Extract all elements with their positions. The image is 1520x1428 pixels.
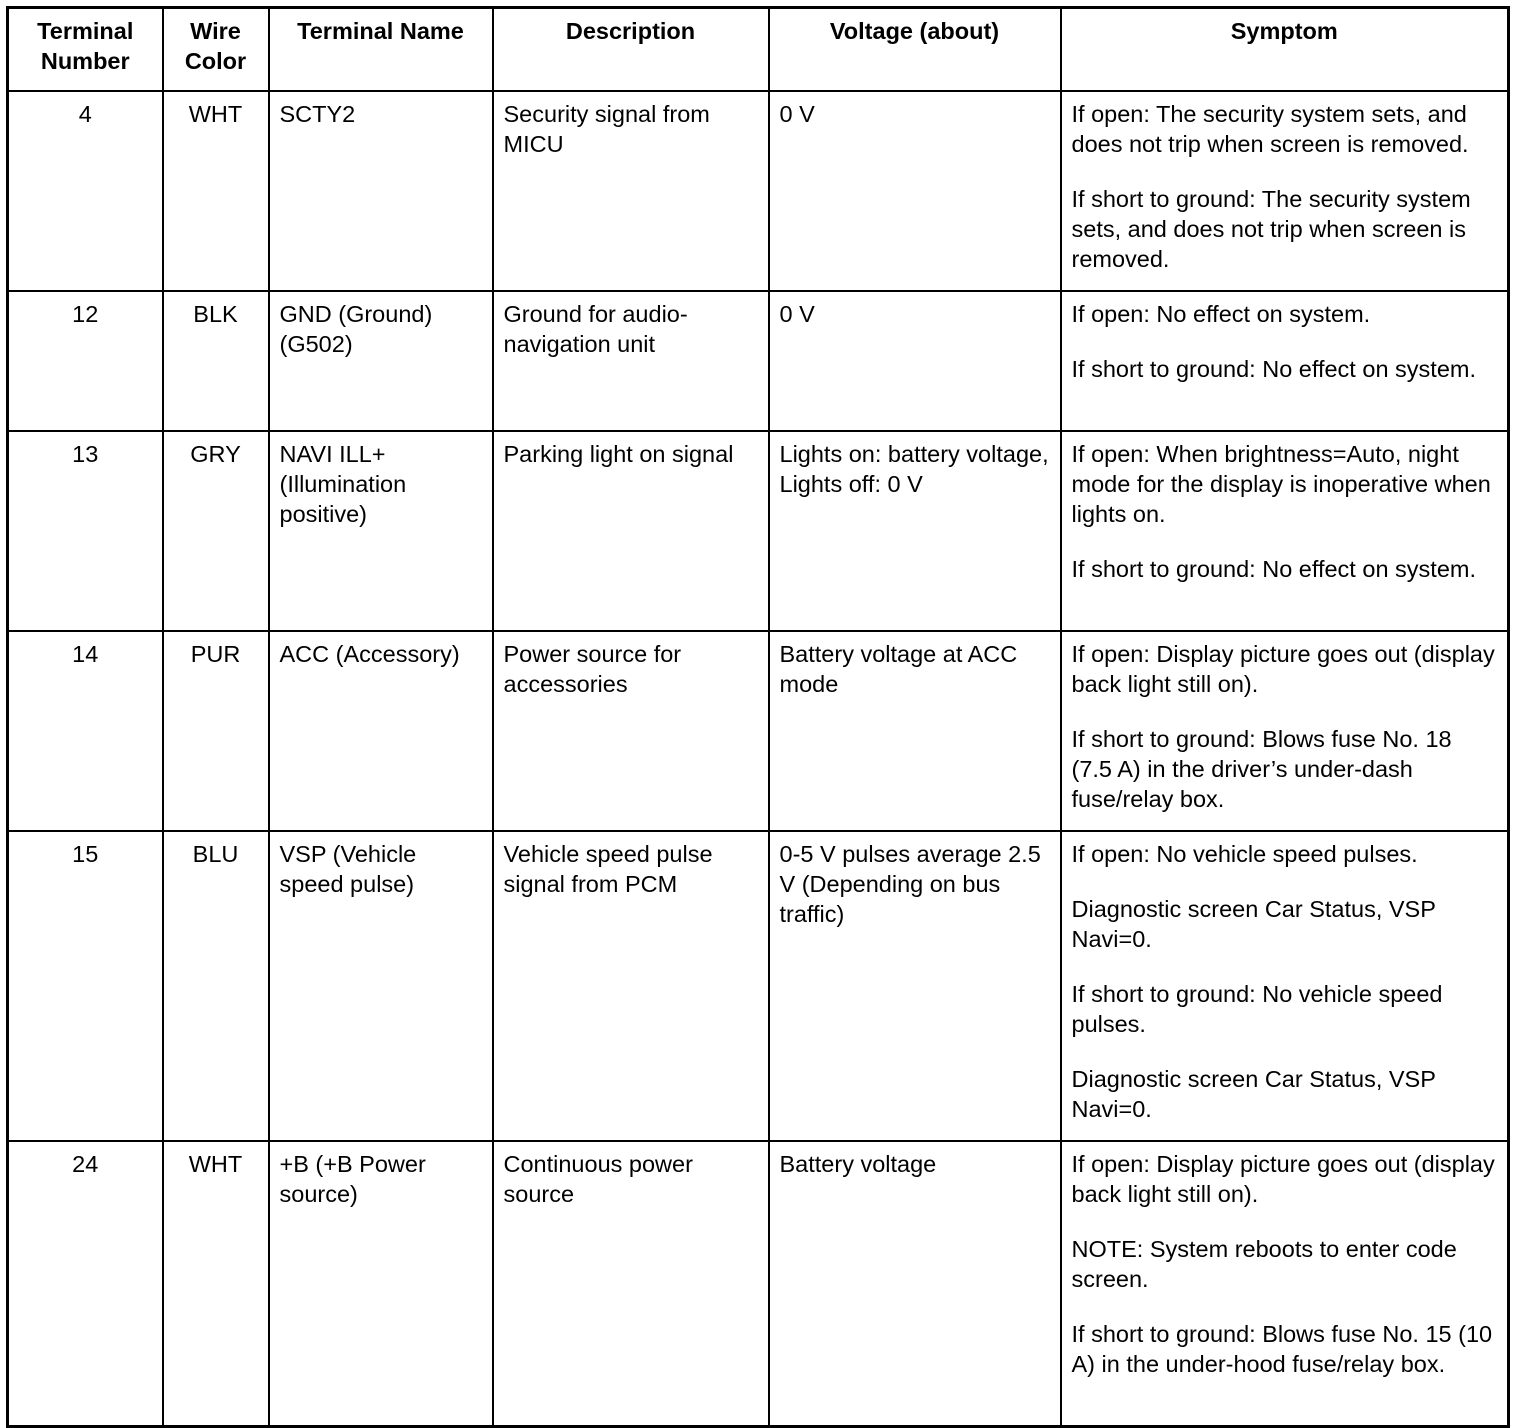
- wire-color-cell: PUR: [163, 631, 269, 831]
- symptom-text: If open: Display picture goes out (display back light still on).: [1071, 1151, 1495, 1207]
- wire-color-cell: BLK: [163, 291, 269, 431]
- table-row: [8, 431, 1509, 631]
- table-row: [8, 291, 1509, 431]
- terminal-number-cell: 12: [8, 291, 163, 431]
- voltage-cell: Battery voltage: [769, 1141, 1061, 1427]
- symptom-text: If open: No vehicle speed pulses.: [1071, 841, 1418, 867]
- description-cell: Security signal from MICU: [493, 91, 769, 291]
- symptom-text: If short to ground: Blows fuse No. 18 (7.5 A) in the driver’s under-dash fuse/relay box.: [1071, 726, 1452, 812]
- terminal-name-cell: SCTY2: [269, 91, 493, 291]
- description-cell: Ground for audio-navigation unit: [493, 291, 769, 431]
- header-description: Description: [493, 8, 769, 92]
- table-row: [8, 831, 1509, 1141]
- voltage-cell: 0 V: [769, 291, 1061, 431]
- symptom-cell: [1061, 291, 1509, 431]
- symptom-text: Diagnostic screen Car Status, VSP Navi=0.: [1071, 896, 1436, 952]
- voltage-cell: Lights on: battery voltage, Lights off: 0 V: [769, 431, 1061, 631]
- symptom-text: If short to ground: The security system sets, and does not trip when screen is removed.: [1071, 186, 1471, 272]
- symptom-text: If open: Display picture goes out (display back light still on).: [1071, 641, 1495, 697]
- description-cell: Continuous power source: [493, 1141, 769, 1427]
- symptom-cell: [1061, 631, 1509, 831]
- table-body: [8, 91, 1509, 1427]
- terminal-name-cell: VSP (Vehicle speed pulse): [269, 831, 493, 1141]
- description-cell: Vehicle speed pulse signal from PCM: [493, 831, 769, 1141]
- terminal-name-cell: GND (Ground) (G502): [269, 291, 493, 431]
- symptom-text: Diagnostic screen Car Status, VSP Navi=0.: [1071, 1066, 1436, 1122]
- header-wire-color: Wire Color: [163, 8, 269, 92]
- terminal-number-cell: 15: [8, 831, 163, 1141]
- symptom-text: If open: No effect on system.: [1071, 301, 1371, 327]
- terminal-number-cell: 14: [8, 631, 163, 831]
- wire-color-cell: GRY: [163, 431, 269, 631]
- table-row: [8, 91, 1509, 291]
- voltage-cell: 0-5 V pulses average 2.5 V (Depending on bus traffic): [769, 831, 1061, 1141]
- symptom-cell: [1061, 1141, 1509, 1427]
- symptom-cell: [1061, 431, 1509, 631]
- terminal-name-cell: ACC (Accessory): [269, 631, 493, 831]
- terminal-number-cell: 4: [8, 91, 163, 291]
- header-row: [8, 8, 1509, 92]
- header-terminal-name: Terminal Name: [269, 8, 493, 92]
- terminal-name-cell: +B (+B Power source): [269, 1141, 493, 1427]
- terminal-table: [6, 6, 1510, 1428]
- symptom-text: If short to ground: No effect on system.: [1071, 556, 1476, 582]
- description-cell: Power source for accessories: [493, 631, 769, 831]
- wire-color-cell: WHT: [163, 1141, 269, 1427]
- table-row: [8, 1141, 1509, 1427]
- header-voltage: Voltage (about): [769, 8, 1061, 92]
- voltage-cell: 0 V: [769, 91, 1061, 291]
- wire-color-cell: WHT: [163, 91, 269, 291]
- symptom-text: If short to ground: No vehicle speed pulses.: [1071, 981, 1443, 1037]
- terminal-number-cell: 24: [8, 1141, 163, 1427]
- header-terminal-number: Terminal Number: [8, 8, 163, 92]
- table-row: [8, 631, 1509, 831]
- wire-color-cell: BLU: [163, 831, 269, 1141]
- terminal-name-cell: NAVI ILL+ (Illumination positive): [269, 431, 493, 631]
- description-cell: Parking light on signal: [493, 431, 769, 631]
- symptom-cell: [1061, 831, 1509, 1141]
- terminal-number-cell: 13: [8, 431, 163, 631]
- header-symptom: Symptom: [1061, 8, 1509, 92]
- voltage-cell: Battery voltage at ACC mode: [769, 631, 1061, 831]
- symptom-text: If open: When brightness=Auto, night mode for the display is inoperative when lights on.: [1071, 441, 1491, 527]
- symptom-text: If open: The security system sets, and does not trip when screen is removed.: [1071, 101, 1469, 157]
- symptom-text: If short to ground: No effect on system.: [1071, 356, 1476, 382]
- symptom-text: NOTE: System reboots to enter code screen.: [1071, 1236, 1457, 1292]
- symptom-text: If short to ground: Blows fuse No. 15 (10 A) in the under-hood fuse/relay box.: [1071, 1321, 1493, 1377]
- symptom-cell: [1061, 91, 1509, 291]
